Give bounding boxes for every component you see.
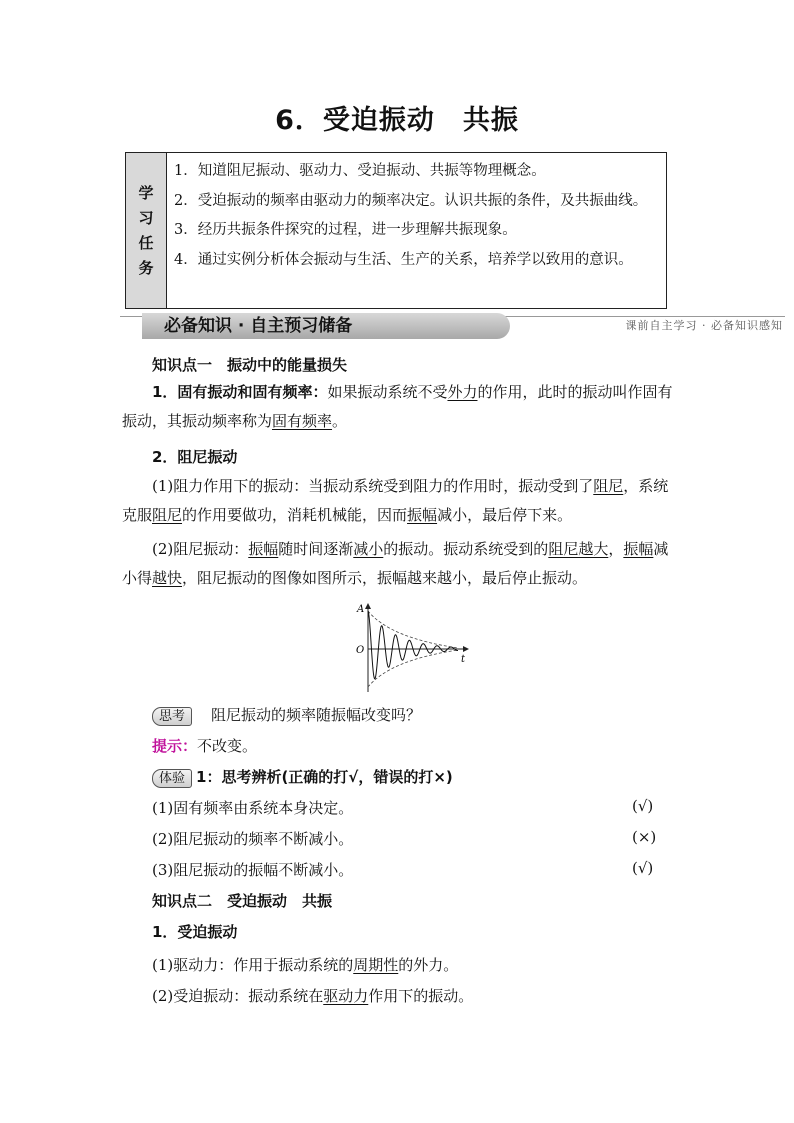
judge-mark: (×) <box>632 828 657 846</box>
envelope-lower <box>368 650 458 687</box>
damped-oscillation-graph <box>350 600 475 695</box>
damped-wave-curve <box>368 611 458 679</box>
kp1-paragraph-3: (2)阻尼振动：振幅随时间逐渐减小的振动。振动系统受到的阻尼越大，振幅减小得越快，阻尼振动的图像如图所示，振幅越来越小，最后停止振动。 <box>122 540 669 587</box>
judge-item: (3)阻尼振动的振幅不断减小。 <box>152 861 354 879</box>
task-item: 1．知道阻尼振动、驱动力、受迫振动、共振等物理概念。 <box>174 163 546 179</box>
x-axis-label: t <box>461 654 466 665</box>
section-subtitle: 课前自主学习 · 必备知识感知 <box>625 319 783 332</box>
learning-tasks-box <box>125 152 667 309</box>
judge-item: (2)阻尼振动的频率不断减小。 <box>152 830 354 848</box>
think-badge: 思考 <box>152 707 192 726</box>
kp2-subheading-forced: 1．受迫振动 <box>152 923 238 941</box>
kp1-paragraph-2: (1)阻力作用下的振动：当振动系统受到阻力的作用时，振动受到了阻尼，系统克服阻尼的作用要做功，消耗机械能，因而振幅减小，最后停下来。 <box>122 477 669 524</box>
task-item: 3．经历共振条件探究的过程，进一步理解共振现象。 <box>174 222 517 238</box>
section-title: 必备知识 · 自主预习储备 <box>142 313 510 339</box>
origin-label: O <box>356 645 365 656</box>
y-axis-label: A <box>357 604 365 615</box>
envelope-upper <box>368 611 458 648</box>
kp1-paragraph-1: 1．固有振动和固有频率：如果振动系统不受外力的作用，此时的振动叫作固有振动，其振动频率称为固有频率。 <box>122 383 673 430</box>
learning-tasks-list <box>167 153 666 308</box>
think-question: 思考 阻尼振动的频率随振幅改变吗？ <box>152 704 421 726</box>
judge-item: (1)固有频率由系统本身决定。 <box>152 799 354 817</box>
kp2-heading: 知识点二 受迫振动 共振 <box>152 892 333 910</box>
kp1-heading: 知识点一 振动中的能量损失 <box>152 356 348 374</box>
judge-mark: (√) <box>632 859 654 877</box>
section-band <box>120 313 785 339</box>
kp2-definition-driving-force: (1)驱动力：作用于振动系统的周期性的外力。 <box>152 956 459 974</box>
task-item: 2．受迫振动的频率由驱动力的频率决定。认识共振的条件，及共振曲线。 <box>174 192 648 209</box>
kp2-definition-forced-vibration: (2)受迫振动：振动系统在驱动力作用下的振动。 <box>152 987 474 1005</box>
experience-title: 体验 1：思考辨析(正确的打√，错误的打×) <box>152 766 453 788</box>
page-title: 6．受迫振动 共振 <box>275 105 519 136</box>
hint-line: 提示：不改变。 <box>152 737 258 755</box>
judge-mark: (√) <box>632 797 654 815</box>
task-item: 4．通过实例分析体会振动与生活、生产的关系，培养学以致用的意识。 <box>174 251 633 268</box>
experience-badge: 体验 <box>152 769 192 788</box>
kp1-subheading-damped: 2．阻尼振动 <box>152 448 238 466</box>
learning-tasks-label: 学 习 任 务 <box>126 153 167 308</box>
